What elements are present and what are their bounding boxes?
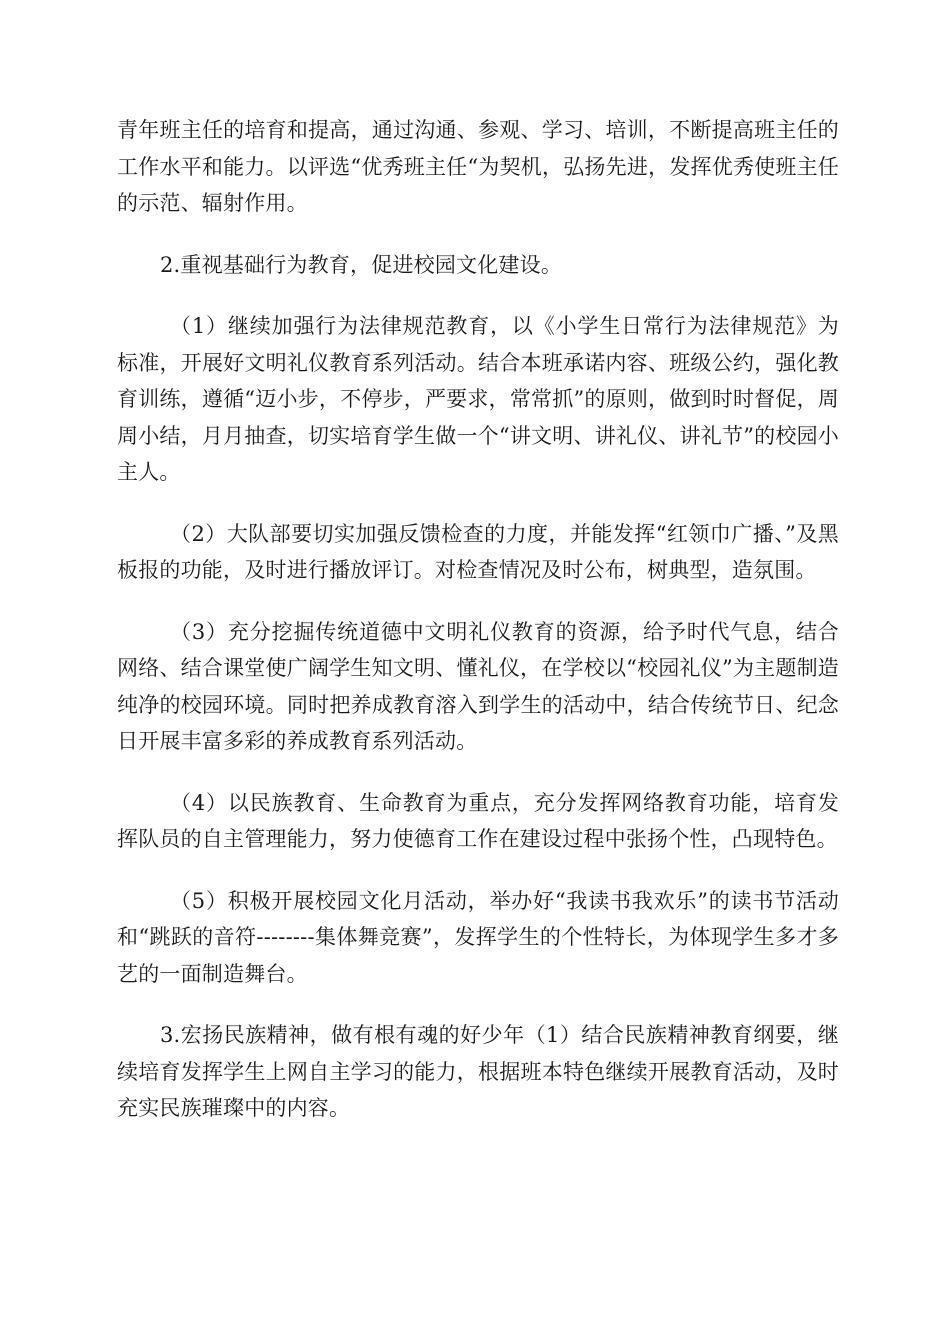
paragraph-item-5: （5）积极开展校园文化月活动，举办好“我读书我欢乐”的读书节活动和“跳跃的音符--------集体舞竞赛”，发挥学生的个性特长，为体现学生多才多艺的一面制造舞台。 (117, 888, 839, 986)
document-page (117, 112, 839, 1152)
paragraph-item-3: （3）充分挖掘传统道德中文明礼仪教育的资源，给予时代气息，结合网络、结合课堂使广阔学生知文明、懂礼仪，在学校以“校园礼仪”为主题制造纯净的校园环境。同时把养成教育溶入到学生的活动中，结合传统节日、纪念日开展丰富多彩的养成教育系列活动。 (117, 619, 839, 753)
paragraph-continuation: 青年班主任的培育和提高，通过沟通、参观、学习、培训，不断提高班主任的工作水平和能力。以评选“优秀班主任“为契机，弘扬先进，发挥优秀使班主任的示范、辐射作用。 (117, 118, 839, 215)
paragraph-item-1: （1）继续加强行为法律规范教育，以《小学生日常行为法律规范》为标准，开展好文明礼仪教育系列活动。结合本班承诺内容、班级公约，强化教育训练，遵循“迈小步，不停步，严要求，常常抓”的原则，做到时时督促，周周小结，月月抽查，切实培育学生做一个“讲文明、讲礼仪、讲礼节”的校园小主人。 (117, 314, 839, 484)
paragraph-section-3: 3.宏扬民族精神，做有根有魂的好少年（1）结合民族精神教育纲要，继续培育发挥学生上网自主学习的能力，根据班本特色继续开展教育活动，及时充实民族璀璨中的内容。 (117, 1023, 839, 1120)
paragraph-section-2-heading: 2.重视基础行为教育，促进校园文化建设。 (160, 252, 563, 277)
paragraph-item-4: （4）以民族教育、生命教育为重点，充分发挥网络教育功能，培育发挥队员的自主管理能力，努力使德育工作在建设过程中张扬个性，凸现特色。 (117, 790, 839, 851)
paragraph-item-2: （2）大队部要切实加强反馈检查的力度，并能发挥“红领巾广播、”及黑板报的功能，及时进行播放评订。对检查情况及时公布，树典型，造氛围。 (117, 521, 839, 582)
